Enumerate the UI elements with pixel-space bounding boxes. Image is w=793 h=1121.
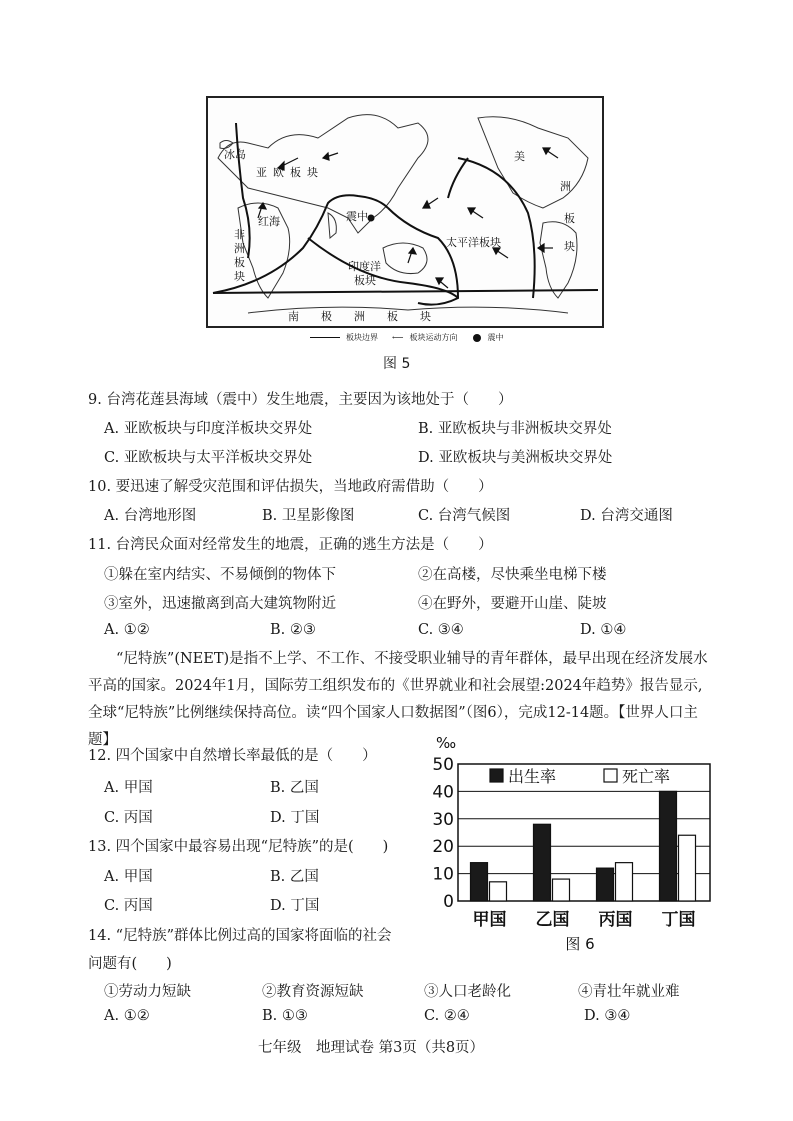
q12-stem: 12. 四个国家中自然增长率最低的是（ ） <box>88 748 377 764</box>
x-category-label: 甲国 <box>472 910 507 930</box>
q9-option-a[interactable]: A. 亚欧板块与印度洋板块交界处 <box>104 421 313 437</box>
bar <box>471 863 488 901</box>
q14-option-b[interactable]: B. ①③ <box>262 1008 308 1024</box>
y-tick-label: 0 <box>443 892 454 912</box>
q9-option-d[interactable]: D. 亚欧板块与美洲板块交界处 <box>418 450 613 466</box>
map-label-indian-2: 板块 <box>354 274 376 287</box>
bar <box>553 879 570 901</box>
q14-option-c[interactable]: C. ②④ <box>424 1008 470 1024</box>
q12-option-b[interactable]: B. 乙国 <box>270 780 319 796</box>
q11-statement-2: ②在高楼，尽快乘坐电梯下楼 <box>418 567 607 583</box>
q14-statement-1: ①劳动力短缺 <box>104 984 191 1000</box>
q11-option-c[interactable]: C. ③④ <box>418 622 464 638</box>
y-tick-label: 20 <box>432 837 454 858</box>
q13-option-d[interactable]: D. 丁国 <box>270 898 320 914</box>
figure6-caption: 图 6 <box>565 935 595 953</box>
map-label-american-2: 洲 <box>560 180 571 193</box>
figure6-chart <box>432 736 722 956</box>
map-label-eurasian-plate: 亚欧板块 <box>256 166 324 179</box>
x-category-label: 丙国 <box>598 910 633 930</box>
q10-option-c[interactable]: C. 台湾气候图 <box>418 508 511 524</box>
q13-stem: 13. 四个国家中最容易出现“尼特族”的是( ) <box>88 839 389 855</box>
map-label-red-sea: 红海 <box>258 215 280 228</box>
y-tick-label: 40 <box>432 782 454 803</box>
q11-option-d[interactable]: D. ①④ <box>580 622 627 638</box>
epicenter-dot-icon <box>473 334 481 342</box>
plate-map <box>206 96 604 328</box>
q14-stem-line1: 14. “尼特族”群体比例过高的国家将面临的社会 <box>88 928 392 944</box>
boundary-line-icon <box>310 337 340 338</box>
map-label-african-3: 板 <box>234 256 245 269</box>
legend-swatch <box>604 769 617 782</box>
y-tick-label: 30 <box>432 809 454 830</box>
q11-statement-1: ①躲在室内结实、不易倾倒的物体下 <box>104 567 336 583</box>
legend-direction: 板块运动方向 <box>409 333 458 342</box>
q11-option-b[interactable]: B. ②③ <box>270 622 316 638</box>
y-tick-label: 10 <box>432 864 454 885</box>
map-label-african-4: 块 <box>234 270 245 283</box>
map-label-antarctic-plate: 南 极 洲 板 块 <box>288 310 431 323</box>
map-label-pacific-plate: 太平洋板块 <box>446 236 501 249</box>
q10-option-b[interactable]: B. 卫星影像图 <box>262 508 355 524</box>
q12-option-c[interactable]: C. 丙国 <box>104 810 153 826</box>
q11-option-a[interactable]: A. ①② <box>104 622 150 638</box>
bar <box>534 824 551 901</box>
q11-statement-4: ④在野外，要避开山崖、陡坡 <box>418 596 607 612</box>
page-footer: 七年级 地理试卷 第3页（共8页） <box>258 1040 485 1056</box>
legend-epicenter: 震中 <box>487 333 504 342</box>
plate-map-drawing <box>208 98 602 326</box>
q13-option-c[interactable]: C. 丙国 <box>104 898 153 914</box>
map-label-african-2: 洲 <box>234 242 245 255</box>
legend-label: 死亡率 <box>622 767 671 786</box>
map-label-iceland: 冰岛 <box>224 148 246 161</box>
map-label-epicenter: 震中 <box>346 210 368 223</box>
map-legend: 板块边界 ⟵ 板块运动方向 震中 <box>310 332 503 343</box>
q11-stem: 11. 台湾民众面对经常发生的地震，正确的逃生方法是（ ） <box>88 537 493 553</box>
q14-statement-4: ④青壮年就业难 <box>578 984 680 1000</box>
q10-option-d[interactable]: D. 台湾交通图 <box>580 508 673 524</box>
map-label-african-1: 非 <box>234 228 245 241</box>
q12-option-d[interactable]: D. 丁国 <box>270 810 320 826</box>
map-label-indian-1: 印度洋 <box>348 260 381 273</box>
q13-option-b[interactable]: B. 乙国 <box>270 869 319 885</box>
q14-stem-line2: 问题有( ) <box>88 956 172 972</box>
q14-statement-2: ②教育资源短缺 <box>262 984 364 1000</box>
x-category-label: 丁国 <box>661 910 696 930</box>
passage-neet: “尼特族”(NEET)是指不上学、不工作、不接受职业辅导的青年群体，最早出现在经济发展水平高的国家。2024年1月，国际劳工组织发布的《世界就业和社会展望:2024年趋势》报告显示,全球“尼特族”比例继续保持高位。读“四个国家人口数据图”（图6），完成12-14题。【世界人口主题】 <box>88 651 708 748</box>
q11-statement-3: ③室外，迅速撤离到高大建筑物附近 <box>104 596 336 612</box>
legend-swatch <box>490 769 503 782</box>
bar <box>616 863 633 901</box>
map-label-american-4: 块 <box>564 240 575 253</box>
map-label-american-1: 美 <box>514 150 525 163</box>
bar <box>660 791 677 901</box>
q9-option-b[interactable]: B. 亚欧板块与非洲板块交界处 <box>418 421 612 437</box>
q9-option-c[interactable]: C. 亚欧板块与太平洋板块交界处 <box>104 450 313 466</box>
q14-statement-3: ③人口老龄化 <box>424 984 511 1000</box>
q14-option-d[interactable]: D. ③④ <box>584 1008 631 1024</box>
population-bar-chart <box>432 736 722 956</box>
q10-option-a[interactable]: A. 台湾地形图 <box>104 508 197 524</box>
epicenter-marker <box>368 215 375 222</box>
q12-option-a[interactable]: A. 甲国 <box>104 780 153 796</box>
legend-boundary: 板块边界 <box>346 333 378 342</box>
q9-stem: 9. 台湾花莲县海域（震中）发生地震，主要因为该地处于（ ） <box>88 392 513 408</box>
figure5-caption: 图 5 <box>383 356 411 372</box>
q10-stem: 10. 要迅速了解受灾范围和评估损失，当地政府需借助（ ） <box>88 479 493 495</box>
q14-option-a[interactable]: A. ①② <box>104 1008 150 1024</box>
map-label-american-3: 板 <box>564 212 575 225</box>
q13-option-a[interactable]: A. 甲国 <box>104 869 153 885</box>
y-tick-label: 50 <box>432 755 454 775</box>
bar <box>490 882 507 901</box>
bar <box>597 868 614 901</box>
y-unit-label: ‰ <box>436 736 457 752</box>
legend-label: 出生率 <box>508 767 557 786</box>
bar <box>679 835 696 901</box>
x-category-label: 乙国 <box>535 910 570 930</box>
